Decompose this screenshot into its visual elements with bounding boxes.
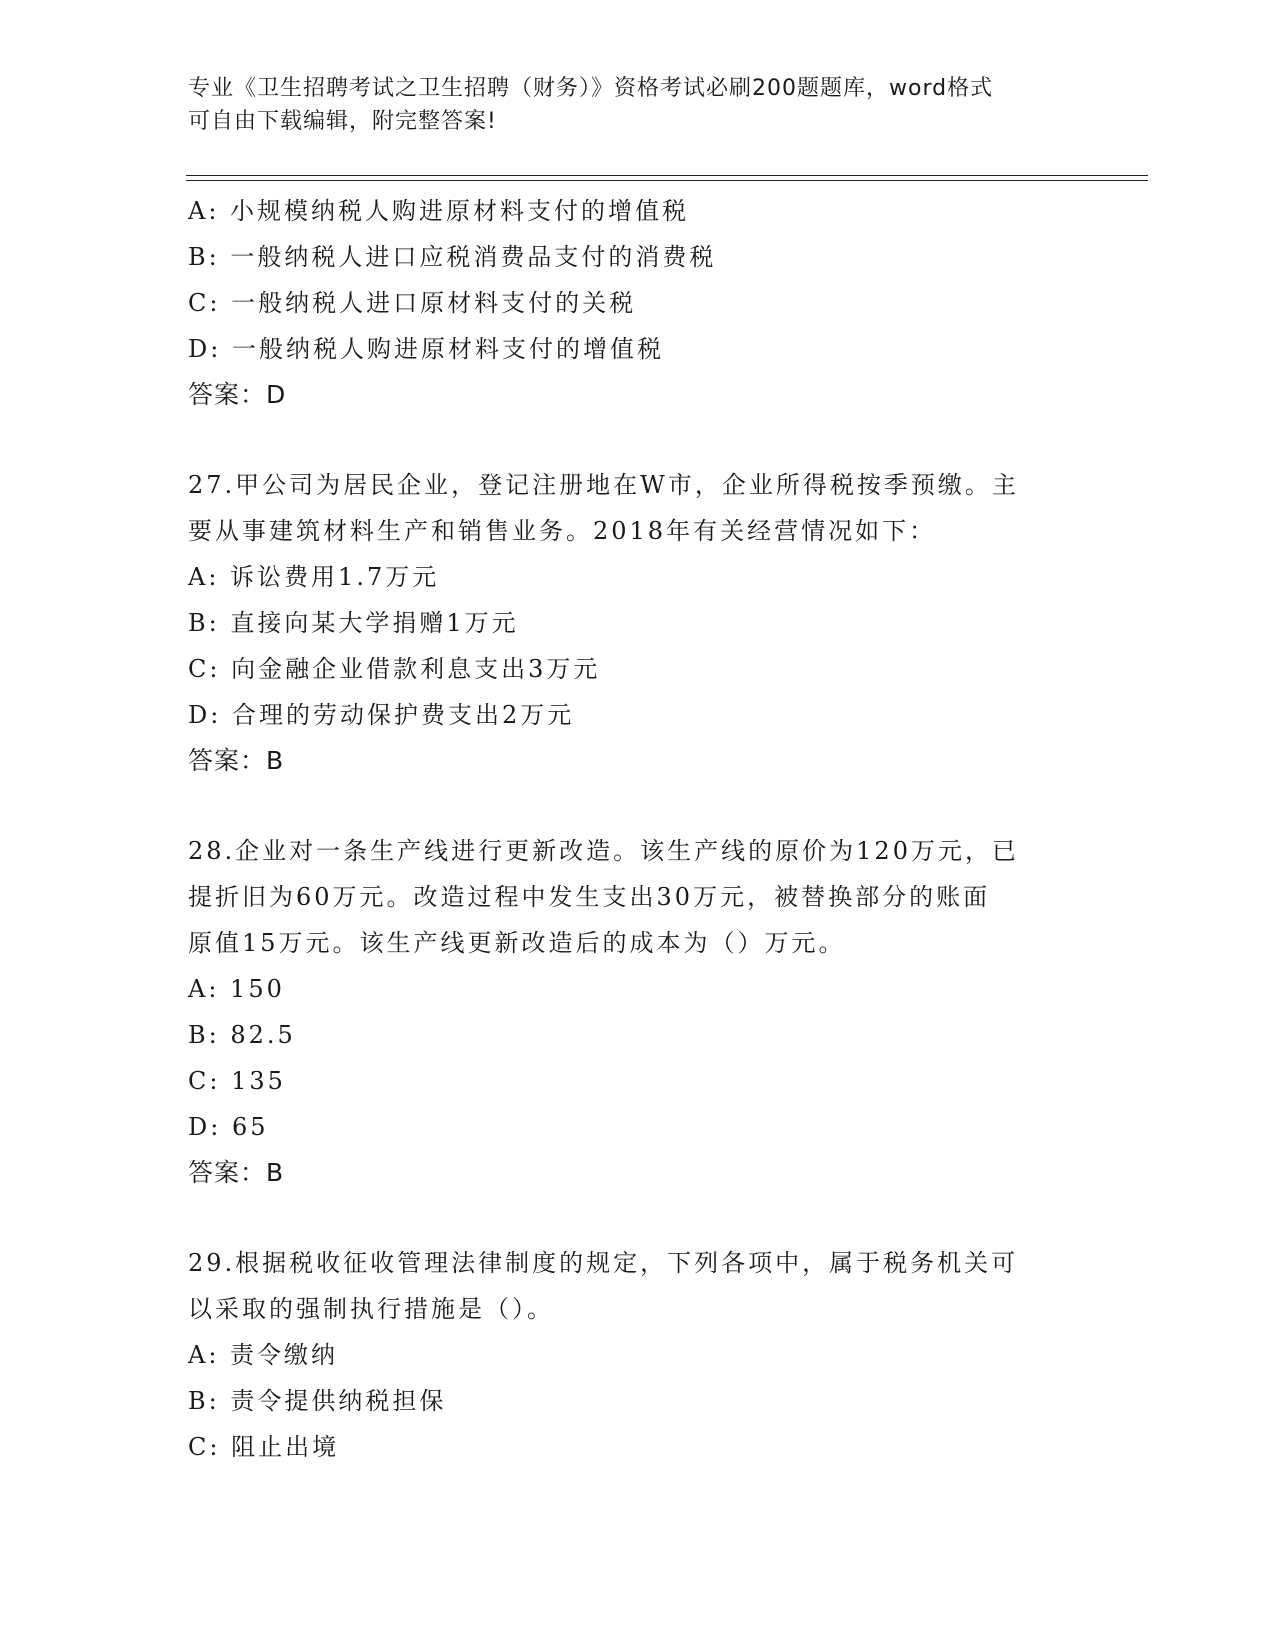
spacer [188,1196,1088,1240]
question-stem-line: 以采取的强制执行措施是（）。 [188,1295,554,1323]
option-d: D: 一般纳税人购进原材料支付的增值税 [188,335,664,363]
option-a: A: 小规模纳税人购进原材料支付的增值税 [188,197,690,225]
header-line-1: 专业《卫生招聘考试之卫生招聘（财务）》资格考试必刷200题题库，word格式 [188,76,994,101]
question-stem-line: 要从事建筑材料生产和销售业务。2018年有关经营情况如下： [188,517,937,545]
answer-line: 答案：D [188,380,287,409]
option-b: B: 责令提供纳税担保 [188,1387,447,1415]
header-line-2: 可自由下载编辑，附完整答案! [188,109,497,134]
question-28 [188,828,1088,1196]
option-c: C: 一般纳税人进口原材料支付的关税 [188,289,637,317]
option-b: B: 一般纳税人进口应税消费品支付的消费税 [188,243,717,271]
question-stem-line: 原值15万元。该生产线更新改造后的成本为（）万元。 [188,929,846,957]
option-d: D: 65 [188,1113,269,1141]
question-stem-line: 27.甲公司为居民企业，登记注册地在W市，企业所得税按季预缴。主 [188,471,1019,499]
option-a: A: 150 [188,975,285,1003]
option-a: A: 诉讼费用1.7万元 [188,563,440,591]
option-c: C: 向金融企业借款利息支出3万元 [188,655,601,683]
option-b: B: 82.5 [188,1021,296,1049]
question-stem-line: 提折旧为60万元。改造过程中发生支出30万元，被替换部分的账面 [188,883,991,911]
answer-line: 答案：B [188,746,285,775]
option-c: C: 阻止出境 [188,1433,340,1461]
question-content [188,188,1088,1470]
header-divider-bottom [186,180,1148,181]
question-stem-line: 28.企业对一条生产线进行更新改造。该生产线的原价为120万元，已 [188,837,1019,865]
option-c: C: 135 [188,1067,286,1095]
question-27 [188,462,1088,784]
spacer [188,784,1088,828]
header-divider-top [186,175,1148,176]
question-29 [188,1240,1088,1470]
option-b: B: 直接向某大学捐赠1万元 [188,609,519,637]
answer-line: 答案：B [188,1158,285,1187]
spacer [188,418,1088,462]
option-d: D: 合理的劳动保护费支出2万元 [188,701,575,729]
question-stem-line: 29.根据税收征收管理法律制度的规定，下列各项中，属于税务机关可 [188,1249,1019,1277]
question-26 [188,188,1088,418]
option-a: A: 责令缴纳 [188,1341,339,1369]
document-header [188,72,1088,138]
